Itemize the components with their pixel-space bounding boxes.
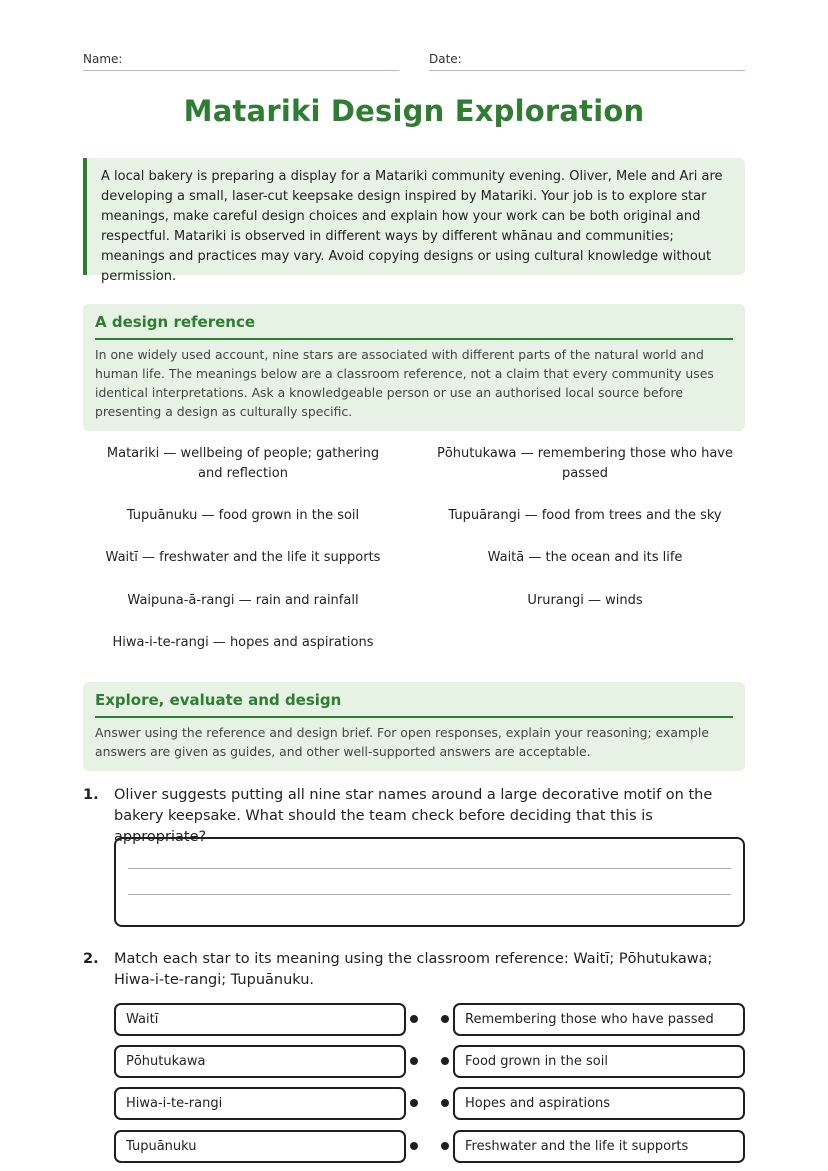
- question-text: Match each star to its meaning using the classroom reference: Waitī; Pōhutukawa; Hiwa-i-te-rangi; Tupuānuku.: [114, 951, 713, 988]
- match-left-item[interactable]: Tupuānuku: [114, 1130, 406, 1163]
- explore-section: [83, 682, 745, 771]
- answer-line: [128, 868, 731, 869]
- answer-line: [128, 894, 731, 895]
- star-meaning-item: Pōhutukawa — remembering those who have passed: [437, 446, 733, 481]
- explore-instructions: Answer using the reference and design brief. For open responses, explain your reasoning; example answers are given as guides, and other well-supported answers are acceptable.: [95, 725, 709, 759]
- match-left-item[interactable]: Hiwa-i-te-rangi: [114, 1087, 406, 1120]
- match-dot[interactable]: [441, 1057, 449, 1065]
- match-dot[interactable]: [410, 1057, 418, 1065]
- answer-box-1[interactable]: [114, 837, 745, 927]
- name-date-row: [83, 52, 745, 71]
- match-right-item[interactable]: Food grown in the soil: [453, 1045, 745, 1078]
- star-meaning-item: Waipuna-ā-rangi — rain and rainfall: [127, 593, 359, 608]
- question-number: 2.: [83, 951, 99, 967]
- date-label: Date:: [429, 52, 462, 66]
- star-meaning-item: Tupuārangi — food from trees and the sky: [448, 508, 722, 523]
- design-reference-heading: A design reference: [95, 313, 733, 340]
- match-left-item[interactable]: Waitī: [114, 1003, 406, 1036]
- design-brief: A local bakery is preparing a display for a Matariki community evening. Oliver, Mele and Ari are developing a small, laser-cut keepsake design inspired by Matariki. Your job is to explore star meanings, make careful design choices and explain how your work can be both original and respectful. Matariki is observed in different ways by different whānau and communities; meanings and practices may vary. Avoid copying designs or using cultural knowledge without permission.: [83, 158, 745, 275]
- page-title: Matariki Design Exploration: [183, 94, 645, 128]
- star-meaning-item: Matariki — wellbeing of people; gathering and reflection: [106, 446, 380, 481]
- match-dot[interactable]: [441, 1142, 449, 1150]
- name-label: Name:: [83, 52, 123, 66]
- star-meaning-item: Tupuānuku — food grown in the soil: [126, 508, 360, 523]
- match-dot[interactable]: [441, 1015, 449, 1023]
- star-meaning-item: Waitī — freshwater and the life it supports: [105, 550, 381, 565]
- question-text: Oliver suggests putting all nine star names around a large decorative motif on the bakery keepsake. What should the team check before deciding that this is appropriate?: [114, 787, 713, 845]
- star-meaning-item: Ururangi — winds: [527, 593, 643, 608]
- match-dot[interactable]: [410, 1015, 418, 1023]
- explore-heading: Explore, evaluate and design: [95, 691, 733, 718]
- star-meaning-item: Hiwa-i-te-rangi — hopes and aspirations: [112, 635, 374, 650]
- question-number: 1.: [83, 787, 99, 803]
- match-dot[interactable]: [441, 1099, 449, 1107]
- name-field[interactable]: [83, 52, 399, 71]
- date-field[interactable]: [429, 52, 745, 71]
- star-meaning-item: Waitā — the ocean and its life: [487, 550, 683, 565]
- match-right-item[interactable]: Freshwater and the life it supports: [453, 1130, 745, 1163]
- match-dot[interactable]: [410, 1099, 418, 1107]
- question-2: [83, 949, 745, 991]
- match-dot[interactable]: [410, 1142, 418, 1150]
- match-left-item[interactable]: Pōhutukawa: [114, 1045, 406, 1078]
- match-right-item[interactable]: Hopes and aspirations: [453, 1087, 745, 1120]
- match-right-item[interactable]: Remembering those who have passed: [453, 1003, 745, 1036]
- design-reference-text: In one widely used account, nine stars are associated with different parts of the natural world and human life. The meanings below are a classroom reference, not a claim that every community uses identical interpretations. Ask a knowledgeable person or use an authorised local source before presenting a design as culturally specific.: [95, 347, 714, 419]
- design-reference-section: [83, 304, 745, 431]
